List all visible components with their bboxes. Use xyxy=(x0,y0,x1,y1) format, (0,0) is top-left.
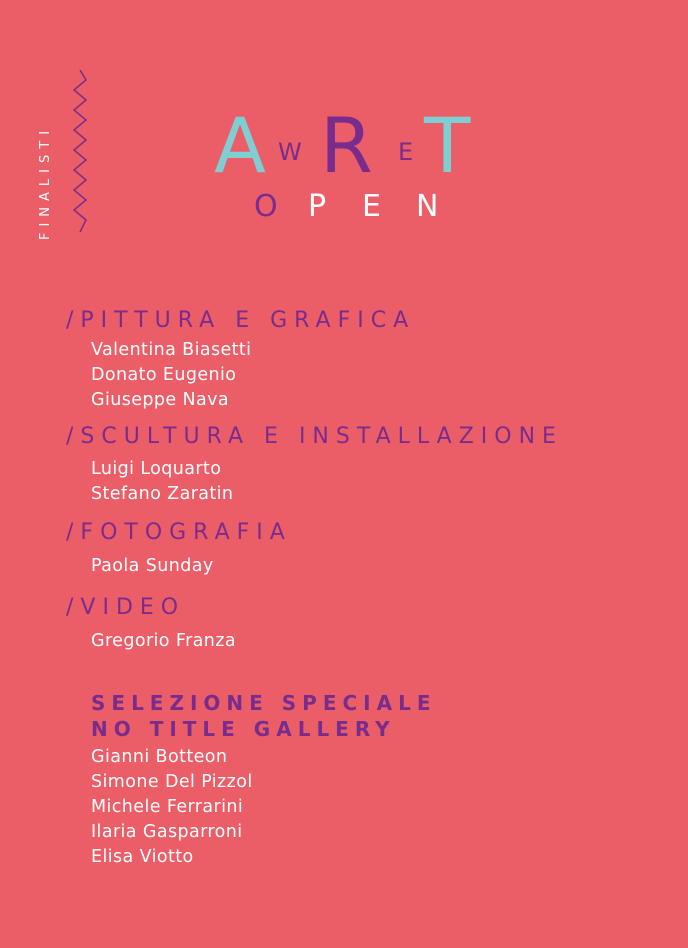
section-title-scultura: /SCULTURA E INSTALLAZIONE xyxy=(66,424,563,449)
list-item: Giuseppe Nava xyxy=(91,390,230,410)
logo-letter-n: N xyxy=(416,189,439,224)
scultura-names xyxy=(91,457,233,507)
logo-letter-e: E xyxy=(398,138,414,166)
logo-letter-w: W xyxy=(278,138,302,166)
special-selection-heading xyxy=(91,690,437,742)
section-title-pittura: /PITTURA E GRAFICA xyxy=(66,308,416,333)
list-item: Gianni Botteon xyxy=(91,747,228,767)
list-item: Valentina Biasetti xyxy=(91,340,252,360)
logo-letter-p: P xyxy=(308,189,327,224)
special-line-1: SELEZIONE SPECIALE xyxy=(91,691,437,715)
list-item: Stefano Zaratin xyxy=(91,484,234,504)
logo-letter-r: R xyxy=(320,101,373,190)
section-title-fotografia: /FOTOGRAFIA xyxy=(66,520,292,545)
logo-letter-t: T xyxy=(424,101,471,190)
art-we-open-logo xyxy=(210,101,490,228)
list-item: Michele Ferrarini xyxy=(91,797,244,817)
list-item: Luigi Loquarto xyxy=(91,459,222,479)
video-names xyxy=(91,629,236,654)
list-item: Donato Eugenio xyxy=(91,365,237,385)
list-item: Elisa Viotto xyxy=(91,847,194,867)
finalisti-vertical-label: FINALISTI xyxy=(38,124,53,240)
logo-letter-o: O xyxy=(254,189,278,224)
list-item: Gregorio Franza xyxy=(91,631,236,651)
logo-letter-e2: E xyxy=(362,189,381,224)
logo-letter-a: A xyxy=(214,101,266,190)
list-item: Paola Sunday xyxy=(91,556,214,576)
fotografia-names xyxy=(91,554,214,579)
section-title-video: /VIDEO xyxy=(66,595,186,620)
special-line-2: NO TITLE GALLERY xyxy=(91,717,396,741)
list-item: Ilaria Gasparroni xyxy=(91,822,243,842)
list-item: Simone Del Pizzol xyxy=(91,772,253,792)
pittura-names xyxy=(91,338,251,413)
special-names xyxy=(91,745,253,870)
zigzag-decoration xyxy=(68,70,92,236)
